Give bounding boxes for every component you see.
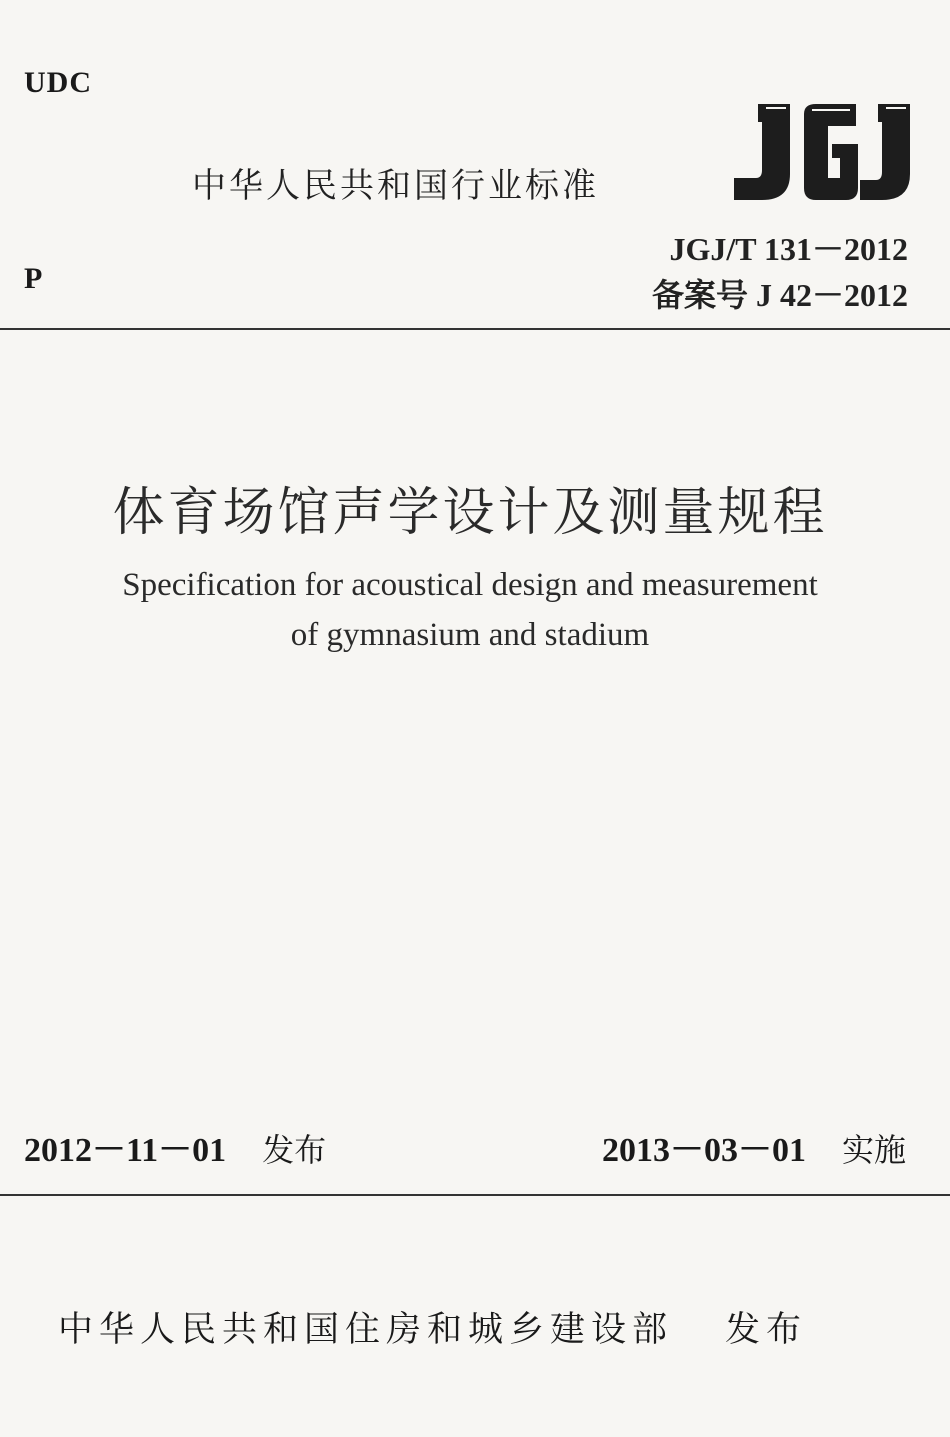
effective-date: 2013－03－01 bbox=[601, 1132, 806, 1169]
record-number: 备案号 J 42－2012 bbox=[651, 277, 908, 313]
issuer-label: 发布 bbox=[725, 1310, 808, 1350]
issuer-name: 中华人民共和国住房和城乡建设部 bbox=[58, 1310, 674, 1350]
udc-label: UDC bbox=[24, 66, 92, 99]
bottom-divider bbox=[0, 1194, 950, 1196]
standard-type: 中华人民共和国行业标准 bbox=[192, 166, 599, 206]
issuer-block bbox=[58, 1302, 807, 1352]
effective-date-label: 实施 bbox=[841, 1131, 906, 1169]
effective-date-block bbox=[602, 1122, 906, 1171]
issue-date: 2012－11－01 bbox=[24, 1132, 227, 1169]
standard-number: JGJ/T 131－2012 bbox=[669, 231, 908, 267]
category-code: P bbox=[24, 262, 43, 295]
issue-date-block bbox=[24, 1122, 326, 1171]
issue-date-label: 发布 bbox=[262, 1131, 327, 1169]
title-chinese: 体育场馆声学设计及测量规程 bbox=[112, 483, 828, 543]
standard-numbers bbox=[652, 226, 908, 318]
top-divider bbox=[0, 328, 950, 330]
title-english-line-1: Specification for acoustical design and measurement bbox=[122, 567, 818, 603]
title-english-line-2: of gymnasium and stadium bbox=[290, 617, 650, 653]
title-english bbox=[0, 560, 940, 660]
jgj-logo bbox=[728, 100, 916, 204]
